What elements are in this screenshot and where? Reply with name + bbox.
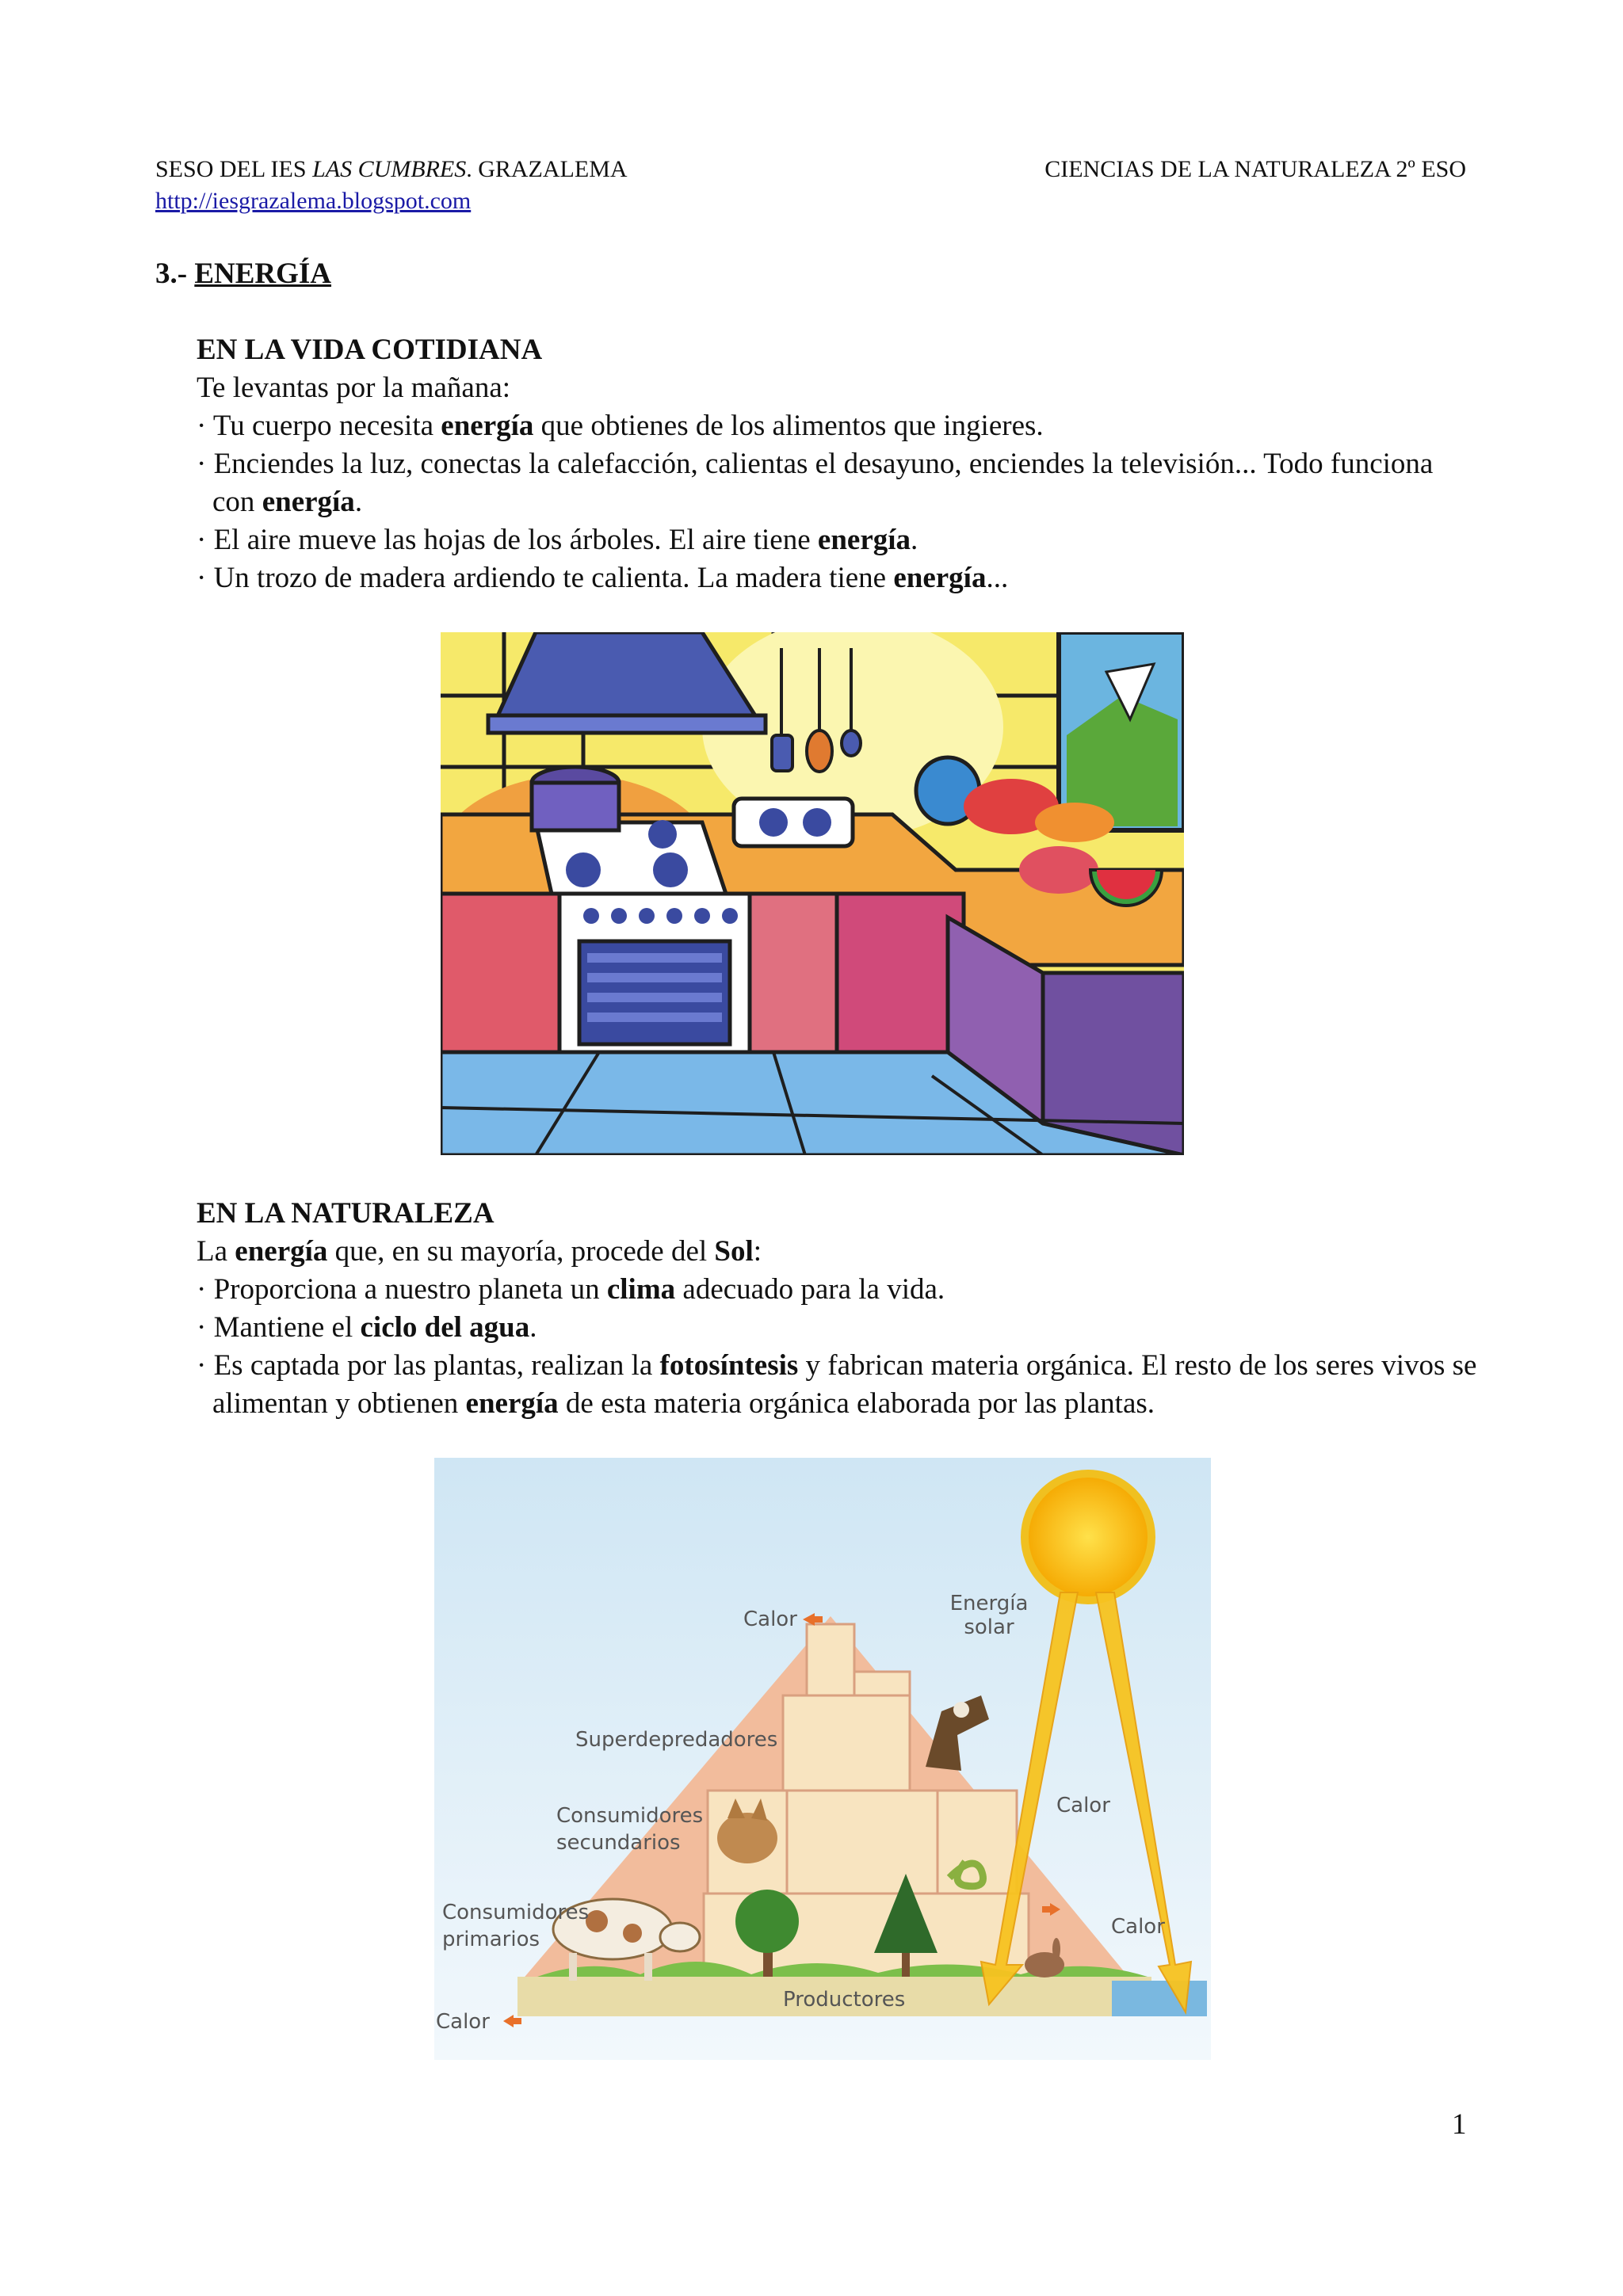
header-url-link[interactable]: http://iesgrazalema.blogspot.com: [155, 188, 472, 214]
pyramid-block: [938, 1791, 1017, 1894]
label-calor: Calor: [436, 2010, 490, 2034]
label-calor: Calor: [1111, 1915, 1165, 1939]
label-consumidores-primarios: primarios: [442, 1928, 540, 1951]
section-nature: [197, 1195, 1480, 1423]
bullet-item: · Un trozo de madera ardiendo te calienta. La madera tiene energía...: [197, 562, 1009, 594]
section-intro: Te levantas por la mañana:: [197, 372, 511, 404]
bullet-item: · Es captada por las plantas, realizan la fotosíntesis y fabrican materia orgánica. El resto de los seres vivos se alimentan y obtienen energía de esta materia orgánica elaborada por las plantas.: [197, 1349, 1477, 1420]
bullet-item: · Proporciona a nuestro planeta un clima adecuado para la vida.: [197, 1273, 945, 1306]
sun-icon: [1025, 1474, 1151, 1600]
section-intro: La energía que, en su mayoría, procede del Sol:: [197, 1235, 762, 1268]
label-superdepredadores: Superdepredadores: [575, 1728, 778, 1752]
label-calor: Calor: [743, 1608, 797, 1631]
kitchen-illustration: [441, 632, 1184, 1155]
label-productores: Productores: [783, 1988, 906, 2012]
bullet-item: · Tu cuerpo necesita energía que obtienes de los alimentos que ingieres.: [197, 410, 1044, 442]
label-calor: Calor: [1056, 1794, 1110, 1817]
pyramid-block: [787, 1791, 938, 1894]
pyramid-block: [783, 1695, 910, 1791]
bullet-item: · Mantiene el ciclo del agua.: [197, 1311, 537, 1344]
page-number: 1: [1452, 2108, 1467, 2141]
label-consumidores-secundarios: Consumidores: [556, 1804, 704, 1828]
pyramid-block: [854, 1672, 910, 1695]
section-daily-life: [197, 331, 1480, 597]
header-right: CIENCIAS DE LA NATURALEZA 2º ESO: [1044, 156, 1466, 182]
section-heading: EN LA VIDA COTIDIANA: [197, 334, 543, 366]
pyramid-block: [807, 1624, 854, 1695]
page-title: 3.- ENERGÍA: [155, 257, 332, 290]
label-energia-solar: solar: [964, 1615, 1014, 1639]
section-heading: EN LA NATURALEZA: [197, 1197, 495, 1230]
header-left: SESO DEL IES LAS CUMBRES. GRAZALEMA: [155, 156, 628, 182]
label-consumidores-primarios: Consumidores: [442, 1901, 590, 1924]
energy-pyramid-diagram: [434, 1458, 1211, 2060]
label-consumidores-secundarios: secundarios: [556, 1831, 681, 1855]
bullet-item: · El aire mueve las hojas de los árboles. El aire tiene energía.: [197, 524, 918, 556]
bullet-item: · Enciendes la luz, conectas la calefacción, calientas el desayuno, enciendes la televisión... Todo funciona con energía.: [197, 448, 1434, 518]
label-energia-solar: Energía: [949, 1592, 1029, 1615]
